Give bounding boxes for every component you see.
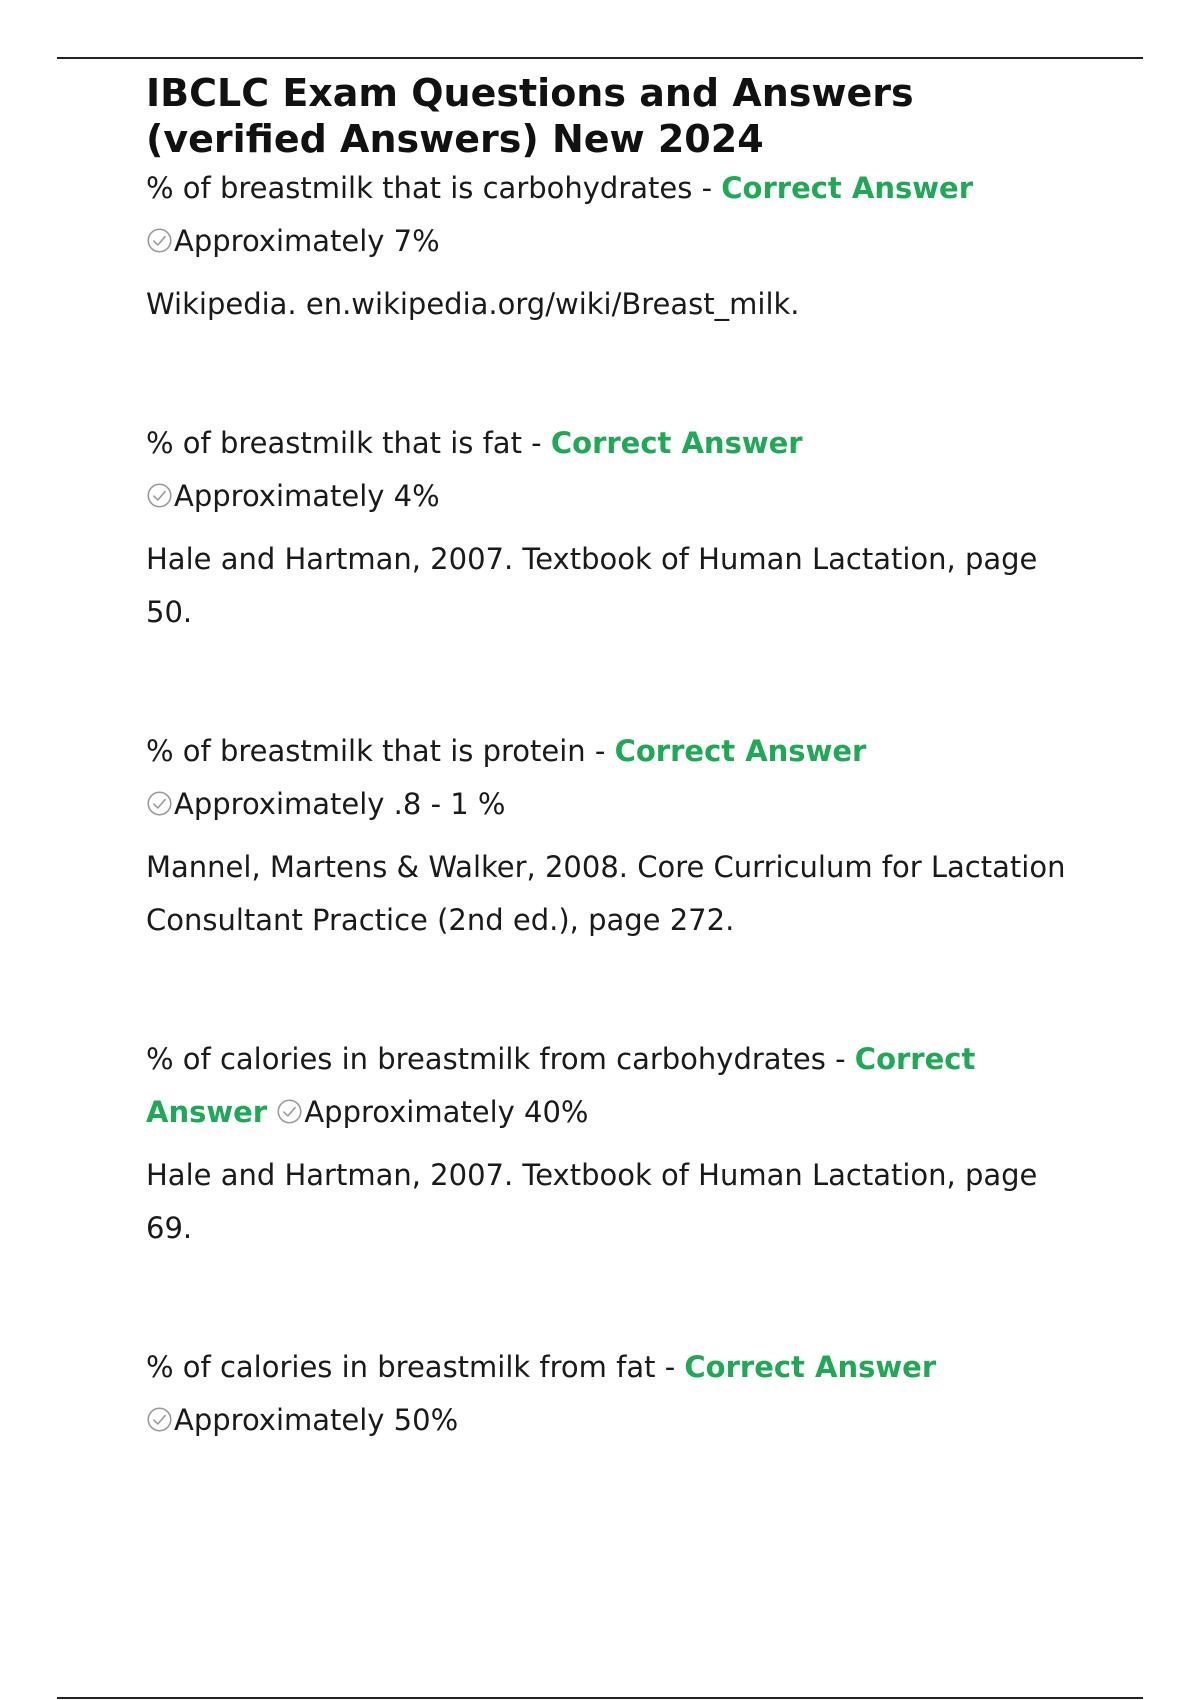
bottom-rule [57, 1697, 1143, 1699]
check-circle-icon [146, 790, 173, 817]
answer-text: Approximately .8 - 1 % [174, 787, 506, 821]
answer-text: Approximately 4% [174, 479, 440, 513]
source-citation: Hale and Hartman, 2007. Textbook of Human Lactation, page 69. [146, 1158, 1038, 1245]
document-title: IBCLC Exam Questions and Answers (verified Answers) New 2024 [146, 71, 914, 161]
answer-text: Approximately 40% [304, 1095, 589, 1129]
top-rule [57, 57, 1143, 59]
check-circle-icon [146, 482, 173, 509]
question-line [146, 1033, 1086, 1139]
answer-text: Approximately 7% [174, 224, 440, 258]
source-citation: Mannel, Martens & Walker, 2008. Core Curriculum for Lactation Consultant Practice (2nd ed.), page 272. [146, 850, 1066, 937]
question-text: % of breastmilk that is protein - [146, 734, 615, 768]
question-line [146, 417, 1086, 523]
check-circle-icon [146, 1406, 173, 1433]
check-circle-icon [276, 1098, 303, 1125]
check-circle-icon [146, 227, 173, 254]
document-body [146, 70, 1086, 1447]
source-citation: Wikipedia. en.wikipedia.org/wiki/Breast_milk. [146, 287, 800, 321]
question-line [146, 725, 1086, 831]
correct-answer-label: Correct Answer [146, 1042, 976, 1129]
qa-item [146, 417, 1086, 639]
correct-answer-label: Correct Answer [614, 734, 867, 768]
question-text: % of calories in breastmilk from fat - [146, 1350, 685, 1384]
question-text: % of calories in breastmilk from carbohydrates - [146, 1042, 855, 1076]
qa-item [146, 162, 1086, 331]
answer-text: Approximately 50% [174, 1403, 459, 1437]
qa-item [146, 1341, 1086, 1447]
question-text: % of breastmilk that is carbohydrates - [146, 171, 722, 205]
qa-item [146, 725, 1086, 947]
question-text: % of breastmilk that is fat - [146, 426, 551, 460]
correct-answer-label: Correct Answer [550, 426, 803, 460]
question-line [146, 162, 1086, 268]
qa-item [146, 1033, 1086, 1255]
correct-answer-label: Correct Answer [721, 171, 974, 205]
correct-answer-label: Correct Answer [684, 1350, 937, 1384]
source-citation: Hale and Hartman, 2007. Textbook of Human Lactation, page 50. [146, 542, 1038, 629]
question-line [146, 1341, 1086, 1447]
